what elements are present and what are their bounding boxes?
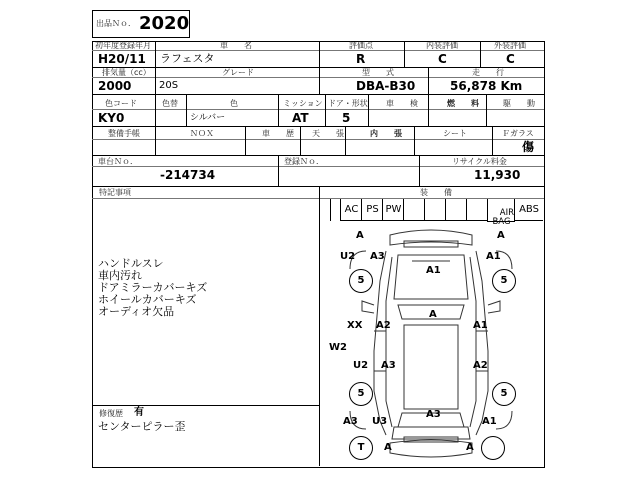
repair-label: 修復歴 [99, 409, 123, 418]
damage-mark-back-door: A3 [426, 409, 441, 420]
left-side-outline [374, 251, 386, 435]
sub-line [92, 50, 544, 51]
mission-label: ミッション [283, 99, 323, 108]
col-line [155, 94, 156, 126]
chassis-value: -214734 [160, 168, 216, 182]
equipment-abs: ABS [519, 204, 539, 215]
damage-mark-rear-door-left-a3: A3 [381, 360, 396, 371]
damage-mark-front-left: A [356, 230, 364, 241]
col-line [428, 67, 429, 94]
damage-mark-roof: A [429, 309, 437, 320]
score-value: R [356, 52, 366, 66]
col-line [368, 94, 369, 126]
sub-line [92, 109, 544, 110]
col-line [428, 94, 429, 126]
equipment-cell-airbag [487, 199, 515, 227]
col-line [480, 41, 481, 67]
col-line [278, 94, 279, 126]
mileage-value: 56,878 Km [450, 79, 523, 93]
damage-mark-rear-left-a3: A3 [343, 416, 358, 427]
remark-line: オーディオ欠品 [98, 305, 175, 318]
grade-value: 20S [159, 80, 179, 91]
equipment-pw: PW [385, 204, 402, 215]
exterior-value: C [506, 52, 515, 66]
equipment-cell-ps [361, 199, 383, 221]
lot-number-value: 2020 [139, 13, 190, 34]
col-line [325, 94, 326, 126]
exterior-label: 外装評価 [494, 41, 526, 50]
color-label: 色 [230, 99, 238, 108]
repair-divider [92, 405, 319, 406]
damage-mark-rear-door-left-u2: U2 [353, 360, 369, 371]
repair-detail: センターピラー歪 [98, 420, 186, 433]
model-value: DBA-B30 [356, 79, 416, 93]
grade-label: グレード [222, 68, 254, 77]
damage-mark-sill-left: W2 [329, 342, 347, 353]
spare-tire: T [349, 436, 373, 460]
equipment-cell-pw [382, 199, 404, 221]
interior-value: C [438, 52, 447, 66]
car-name-value: ラフェスタ [160, 52, 215, 65]
interior-roof-label: 内 張 [370, 129, 402, 138]
equipment-cell-ac [340, 199, 362, 221]
col-line [245, 126, 246, 155]
damage-mark-hood: A1 [426, 265, 441, 276]
mission-value: AT [292, 111, 309, 125]
color-code-label: 色コード [105, 99, 137, 108]
equipment-ps: PS [366, 204, 379, 215]
displacement-value: 2000 [98, 79, 132, 93]
row-line [92, 186, 544, 187]
col-line [419, 155, 420, 186]
col-line [155, 126, 156, 155]
color-no-label: 色替 [162, 99, 178, 108]
row-line [92, 94, 544, 95]
wheel-front-right: 5 [492, 269, 516, 293]
col-line [345, 126, 346, 155]
damage-mark-fender-left-u2: U2 [340, 251, 356, 262]
damage-mark-fender-right: A1 [486, 251, 501, 262]
col-line [414, 126, 415, 155]
remark-line: 車内汚れ [98, 269, 142, 282]
equipment-cell-empty [466, 199, 488, 221]
damage-mark-rear-door-right: A2 [473, 360, 488, 371]
equipment-cell-empty [445, 199, 467, 221]
history-label: 車 歴 [262, 129, 294, 138]
damage-mark-front-door-left-a2: A2 [376, 320, 391, 331]
repair-value: 有 [134, 407, 144, 418]
damage-mark-front-door-right: A1 [473, 320, 488, 331]
damage-mark-front-door-left-xx: XX [347, 320, 363, 331]
drive-label: 駆 動 [503, 99, 535, 108]
hood-outline [394, 255, 468, 299]
equipment-ac: AC [344, 204, 359, 215]
roof-label: 天 張 [312, 129, 344, 138]
equipment-airbag: AIR BAG [492, 208, 515, 227]
col-line [278, 155, 279, 186]
col-line [186, 94, 187, 126]
door-label: ドア・形状 [328, 99, 368, 108]
col-line [155, 67, 156, 94]
recycle-value: 11,930 [474, 168, 521, 182]
damage-mark-rear-right: A1 [482, 416, 497, 427]
fuel-label: 燃 料 [447, 99, 479, 108]
damage-mark-rear-bumper-right: A [466, 442, 474, 453]
remark-line: ハンドルスレ [98, 257, 164, 270]
reg-no-label: 登録Ｎｏ． [284, 157, 324, 166]
remark-line: ホイールカバーキズ [98, 293, 197, 306]
mirror-right [488, 301, 500, 313]
row-line [92, 155, 544, 156]
col-line [155, 41, 156, 67]
vehicle-label: 車 検 [386, 99, 418, 108]
maintenance-label: 整備手帳 [108, 129, 140, 138]
damage-mark-fender-left-a3: A3 [370, 251, 385, 262]
recycle-label: リサイクル料金 [452, 157, 507, 166]
wheel-front-left: 5 [349, 269, 373, 293]
mirror-left [362, 301, 374, 313]
sub-line [92, 139, 544, 140]
glass-value: 傷 [522, 140, 535, 154]
front-bumper-outline [390, 230, 472, 245]
col-line [486, 94, 487, 126]
damage-mark-rear-bumper-left: A [384, 442, 392, 453]
spare-tire-right [481, 436, 505, 460]
nox-label: ＮＯＸ [190, 129, 214, 138]
mileage-label: 走 行 [472, 68, 504, 77]
wheel-rear-right: 5 [492, 382, 516, 406]
equipment-cell-abs [514, 199, 543, 221]
wheel-rear-left: 5 [349, 382, 373, 406]
model-label: 型 式 [362, 68, 394, 77]
row-line [92, 126, 544, 127]
color-code-value: KY0 [98, 111, 125, 125]
seat-label: シート [443, 129, 467, 138]
equipment-cell-empty [403, 199, 425, 221]
col-line [319, 41, 320, 67]
col-line [492, 126, 493, 155]
glass-label: Ｆガラス [502, 129, 534, 138]
lot-number-label: 出品Ｎｏ． [96, 19, 136, 28]
col-line [300, 126, 301, 155]
first-reg-value: H20/11 [98, 52, 146, 66]
remarks-label: 特記事項 [99, 188, 131, 197]
displacement-label: 排気量（cc） [102, 68, 151, 77]
remark-line: ドアミラーカバーキズ [98, 281, 208, 294]
right-side-outline [476, 251, 488, 435]
car-name-label: 車 名 [220, 41, 252, 50]
chassis-label: 車台Ｎｏ． [98, 157, 138, 166]
interior-label: 内装評価 [426, 41, 458, 50]
roof-outline [404, 325, 458, 409]
equipment-cell-empty [424, 199, 446, 221]
color-value: シルバー [190, 113, 226, 123]
lot-number-box [92, 10, 190, 38]
door-value: 5 [342, 111, 351, 125]
damage-mark-rear-left-u3: U3 [372, 416, 388, 427]
col-line [404, 41, 405, 67]
first-reg-label: 初年度登録年月 [95, 41, 151, 50]
equipment-label: 装 備 [420, 188, 452, 197]
rear-bumper-outline [390, 440, 472, 457]
damage-mark-front-right: A [497, 230, 505, 241]
col-line [319, 67, 320, 94]
score-label: 評価点 [349, 41, 373, 50]
equipment-side-line [330, 199, 331, 221]
equipment-row [340, 199, 543, 227]
